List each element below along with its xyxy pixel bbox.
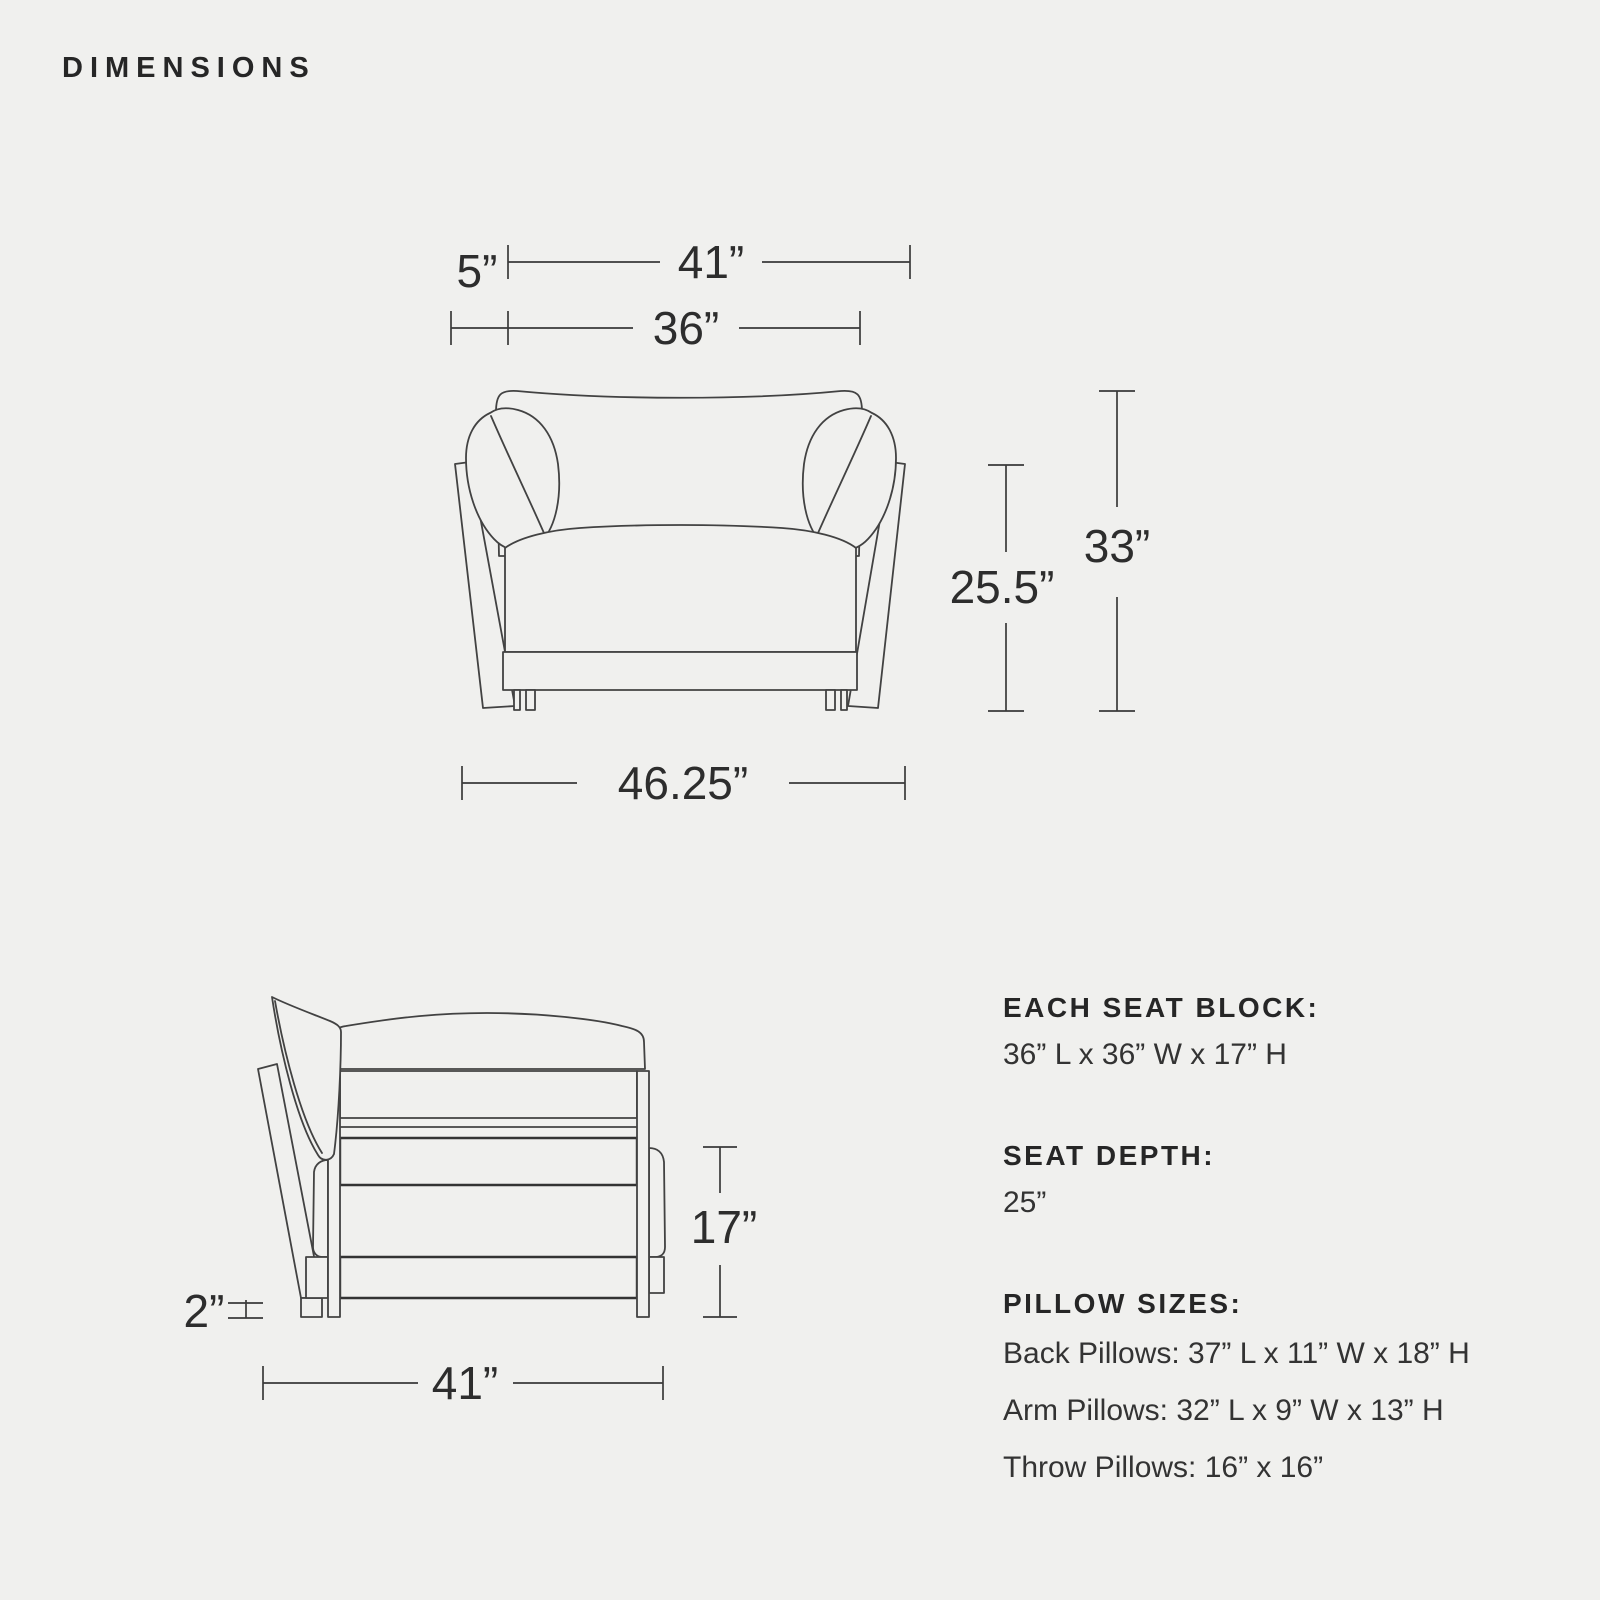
front-leg: [526, 690, 535, 710]
front-view-drawing: [455, 391, 905, 710]
front-base-rail: [503, 652, 857, 690]
dimension-arm-height: [950, 465, 1055, 711]
spec-pillow-sizes-heading: PILLOW SIZES:: [1003, 1288, 1243, 1319]
spec-arm-pillows-line: Arm Pillows: 32” L x 9” W x 13” H: [1003, 1394, 1444, 1427]
front-seat-box: [505, 525, 856, 652]
dimension-overall-height-label: 33”: [1083, 520, 1151, 572]
front-leg: [841, 690, 847, 710]
side-right-cushion-edge: [649, 1148, 665, 1257]
page-title: DIMENSIONS: [62, 52, 316, 84]
side-frame-bottom-rail: [340, 1257, 637, 1298]
spec-seat-block-heading: EACH SEAT BLOCK:: [1003, 992, 1320, 1023]
spec-throw-pillows-line: Throw Pillows: 16” x 16”: [1003, 1451, 1324, 1484]
side-frame-mid-rail: [340, 1138, 637, 1185]
side-top-cushion: [333, 1013, 645, 1069]
dimension-arm-width-label: 5”: [456, 245, 498, 297]
dimension-back-width-label: 41”: [677, 236, 745, 288]
front-leg: [826, 690, 835, 710]
dimension-overall-depth-label: 41”: [431, 1357, 499, 1409]
front-leg: [514, 690, 520, 710]
dimension-seat-width: [451, 302, 860, 354]
spec-seat-block-value: 36” L x 36” W x 17” H: [1003, 1038, 1287, 1071]
dimension-arm-height-label: 25.5”: [949, 561, 1055, 613]
spec-seat-depth-value: 25”: [1003, 1186, 1047, 1219]
dimension-back-width: [508, 236, 910, 288]
side-view-drawing: [258, 997, 665, 1317]
dimension-seat-block-height: [691, 1147, 757, 1317]
dimension-leg-height: [184, 1285, 263, 1337]
dimension-overall-width-label: 46.25”: [617, 757, 749, 809]
side-frame-front-post: [637, 1071, 649, 1317]
side-left-base-band: [306, 1257, 328, 1298]
dimension-leg-height-label: 2”: [183, 1285, 225, 1337]
spec-seat-depth-heading: SEAT DEPTH:: [1003, 1140, 1216, 1171]
dimension-overall-width: [462, 757, 905, 809]
side-right-base-band: [649, 1257, 664, 1293]
side-frame-top-rail: [340, 1071, 637, 1118]
side-left-cushion-edge: [313, 1160, 328, 1257]
spec-back-pillows-line: Back Pillows: 37” L x 11” W x 18” H: [1003, 1337, 1470, 1370]
dimension-seat-width-label: 36”: [652, 302, 720, 354]
side-back-foot: [301, 1298, 322, 1317]
dimension-overall-depth: [263, 1357, 663, 1409]
dimension-overall-height: [1084, 391, 1150, 711]
spec-pillow-sizes-list: [1003, 1325, 1470, 1496]
dimension-seat-block-height-label: 17”: [690, 1201, 758, 1253]
